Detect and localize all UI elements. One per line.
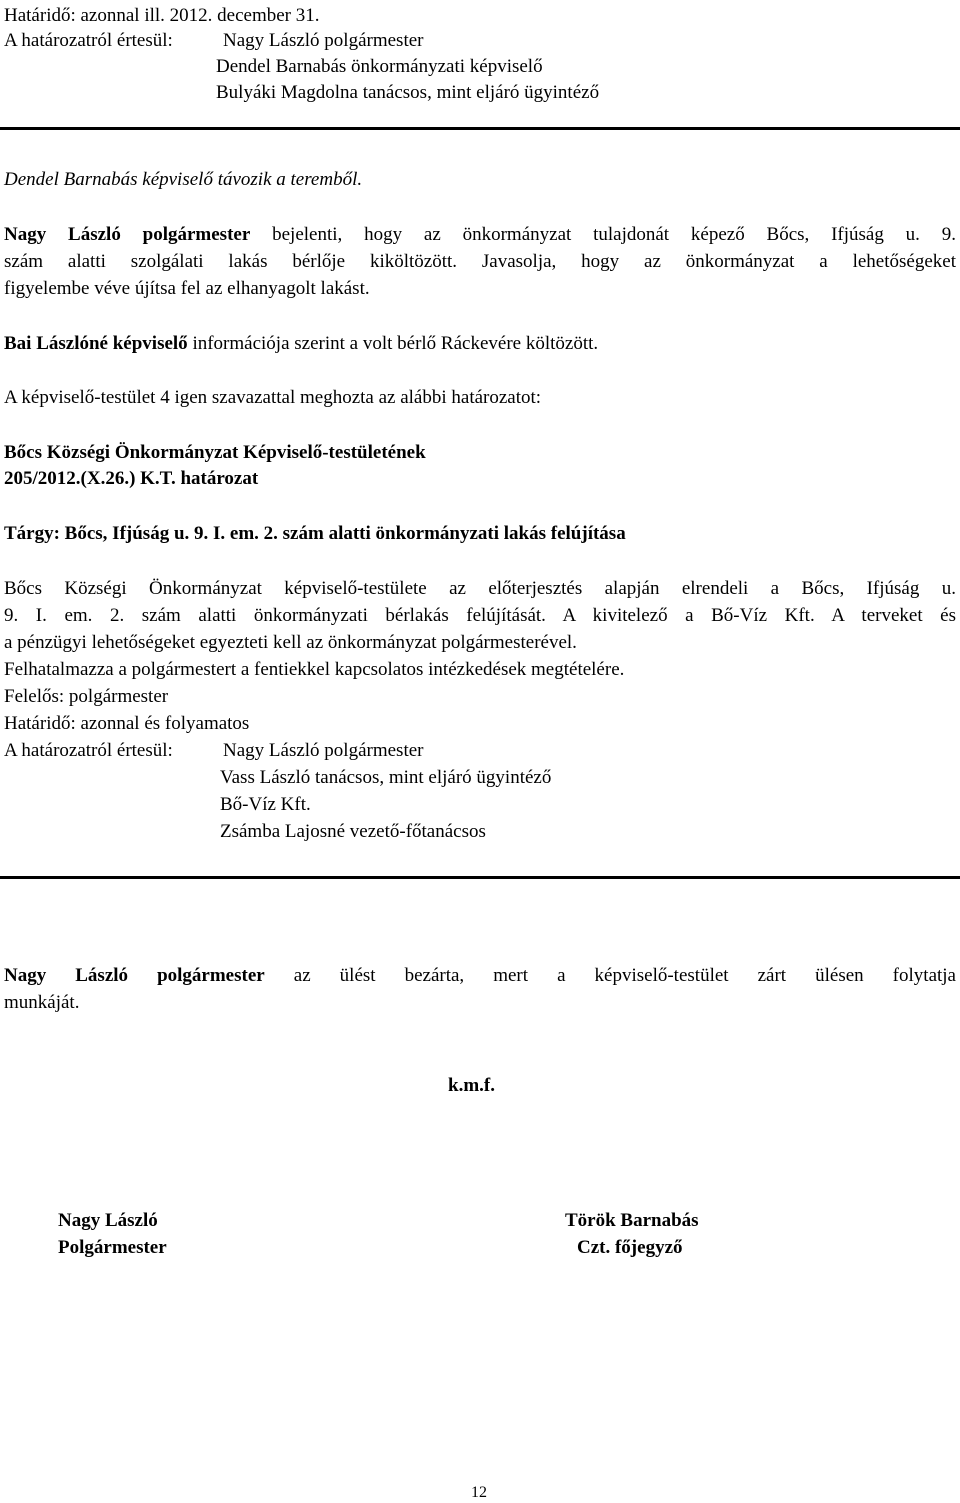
resolution-text-line	[4, 577, 956, 601]
signature-left-name: Nagy László	[58, 1210, 158, 1231]
announcement-speaker: Nagy László polgármester	[4, 224, 251, 245]
notified-item: Bő-Víz Kft.	[220, 794, 311, 815]
notified-item: Zsámba Lajosné vezető-főtanácsos	[220, 821, 486, 842]
announcement-text: Javasolja, hogy az önkormányzat a lehetőségeket	[457, 251, 956, 272]
announcement-text: bejelenti, hogy az önkormányzat tulajdonát képező Bőcs, Ifjúság u. 9.	[250, 224, 956, 245]
leave-note: Dendel Barnabás képviselő távozik a teremből.	[4, 169, 363, 190]
resolution-text-line: Felhatalmazza a polgármestert a fentiekkel kapcsolatos intézkedések megtételére.	[4, 659, 625, 680]
notified-item: Nagy László polgármester	[223, 740, 424, 761]
deadline-line: Határidő: azonnal és folyamatos	[4, 713, 250, 734]
closing-speaker: Nagy László polgármester	[4, 965, 265, 986]
closing-line-2: munkáját.	[4, 992, 80, 1013]
announcement-line-1	[4, 223, 956, 247]
notified-item: Dendel Barnabás önkormányzati képviselő	[216, 56, 543, 77]
kmf-mark: k.m.f.	[448, 1075, 495, 1096]
info-paragraph	[4, 332, 598, 356]
info-speaker: Bai Lászlóné képviselő	[4, 333, 188, 354]
page-number: 12	[471, 1484, 487, 1501]
resolution-text: Bőcs Községi Önkormányzat képviselő-testülete az előterjesztés alapján elrendeli a Bőcs, Ifjúság u.	[4, 578, 956, 599]
notified-label: A határozatról értesül:	[4, 30, 173, 51]
announcement-text: szám alatti szolgálati lakás bérlője kiköltözött.	[4, 251, 458, 272]
notified-label: A határozatról értesül:	[4, 740, 173, 761]
info-text: információja szerint a volt bérlő Ráckevére költözött.	[187, 333, 599, 354]
notified-item: Bulyáki Magdolna tanácsos, mint eljáró ügyintéző	[216, 82, 600, 103]
deadline-line: Határidő: azonnal ill. 2012. december 31.	[4, 5, 320, 26]
announcement-line-3: figyelembe véve újítsa fel az elhanyagolt lakást.	[4, 278, 370, 299]
signature-left-title: Polgármester	[58, 1237, 167, 1258]
section-divider	[0, 127, 960, 130]
section-divider	[0, 876, 960, 879]
signature-right-name: Török Barnabás	[565, 1210, 699, 1231]
notified-item: Nagy László polgármester	[223, 30, 424, 51]
resolution-text-line: a pénzügyi lehetőségeket egyezteti kell az önkormányzat polgármesterével.	[4, 632, 577, 653]
announcement-line-2	[4, 250, 956, 274]
responsible-line: Felelős: polgármester	[4, 686, 169, 707]
closing-text: az ülést bezárta, mert a képviselő-testület zárt ülésen folytatja	[264, 965, 956, 986]
closing-line-1	[4, 964, 956, 988]
resolution-text: 9. I. em. 2. szám alatti önkormányzati bérlakás felújítását. A kivitelező a Bő-Víz Kft. A terveket és	[4, 605, 956, 626]
notified-item: Vass László tanácsos, mint eljáró ügyintéző	[220, 767, 552, 788]
resolution-text-line	[4, 604, 956, 628]
signature-right-title: Czt. főjegyző	[577, 1237, 683, 1258]
resolution-number: 205/2012.(X.26.) K.T. határozat	[4, 468, 259, 489]
vote-line: A képviselő-testület 4 igen szavazattal meghozta az alábbi határozatot:	[4, 387, 542, 408]
resolution-body: Bőcs Községi Önkormányzat Képviselő-testületének	[4, 442, 426, 463]
resolution-subject: Tárgy: Bőcs, Ifjúság u. 9. I. em. 2. szám alatti önkormányzati lakás felújítása	[4, 523, 626, 544]
